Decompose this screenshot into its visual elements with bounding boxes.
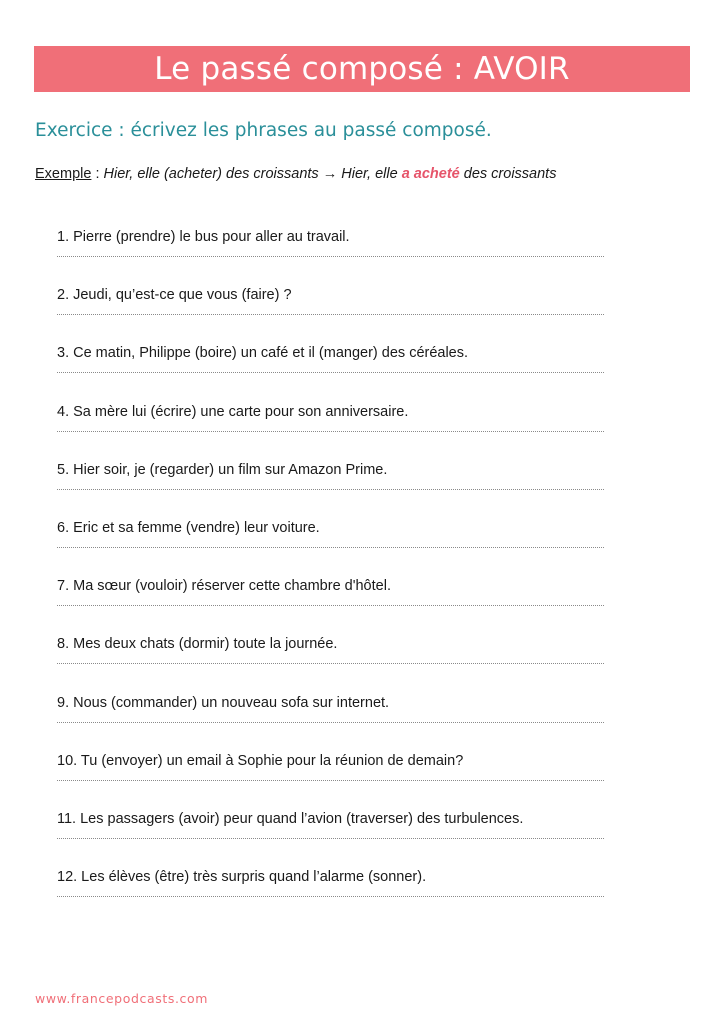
footer-url[interactable]: www.francepodcasts.com — [35, 991, 209, 1006]
answer-line[interactable] — [57, 372, 604, 373]
answer-line[interactable] — [57, 547, 604, 548]
example-answer-end: des croissants — [459, 166, 557, 182]
exercise-sentence: 3. Ce matin, Philippe (boire) un café et il (manger) des céréales. — [57, 345, 469, 362]
exercise-sentence: 11. Les passagers (avoir) peur quand l’avion (traverser) des turbulences. — [57, 810, 524, 827]
title-banner — [34, 46, 690, 92]
exercise-sentence: 4. Sa mère lui (écrire) une carte pour son anniversaire. — [57, 403, 409, 420]
exercise-item — [57, 519, 607, 577]
exercise-item — [57, 694, 607, 752]
answer-line[interactable] — [57, 489, 604, 490]
exercise-instruction: Exercice : écrivez les phrases au passé composé. — [35, 120, 492, 141]
exercise-sentence: 7. Ma sœur (vouloir) réserver cette chambre d'hôtel. — [57, 578, 391, 595]
exercise-item — [57, 228, 607, 286]
answer-line[interactable] — [57, 314, 604, 315]
answer-line[interactable] — [57, 896, 604, 897]
example-answer-verb: a acheté — [401, 166, 460, 182]
arrow-icon: → — [318, 166, 342, 182]
example-separator: : — [91, 166, 104, 182]
answer-line[interactable] — [57, 663, 604, 664]
exercise-item — [57, 461, 607, 519]
answer-line[interactable] — [57, 838, 604, 839]
answer-line[interactable] — [57, 431, 604, 432]
exercise-sentence: 2. Jeudi, qu’est-ce que vous (faire) ? — [57, 287, 292, 304]
exercise-sentence: 9. Nous (commander) un nouveau sofa sur internet. — [57, 694, 390, 711]
example-prompt: Hier, elle (acheter) des croissants — [103, 166, 319, 182]
exercise-item — [57, 286, 607, 344]
exercise-sentence: 12. Les élèves (être) très surpris quand l’alarme (sonner). — [57, 869, 427, 886]
exercise-item — [57, 868, 607, 926]
exercise-item — [57, 810, 607, 868]
exercise-sentence: 6. Eric et sa femme (vendre) leur voiture. — [57, 519, 320, 536]
exercise-item — [57, 403, 607, 461]
answer-line[interactable] — [57, 256, 604, 257]
answer-line[interactable] — [57, 605, 604, 606]
exercise-sentence: 8. Mes deux chats (dormir) toute la journée. — [57, 636, 338, 653]
exercise-list — [57, 228, 607, 926]
answer-line[interactable] — [57, 780, 604, 781]
exercise-item — [57, 344, 607, 402]
exercise-item — [57, 635, 607, 693]
page-title: Le passé composé : AVOIR — [154, 51, 570, 87]
example-line — [35, 166, 556, 182]
exercise-item — [57, 577, 607, 635]
example-label: Exemple — [35, 166, 92, 182]
exercise-sentence: 1. Pierre (prendre) le bus pour aller au travail. — [57, 229, 350, 245]
example-answer-start: Hier, elle — [341, 166, 402, 182]
exercise-item — [57, 752, 607, 810]
exercise-sentence: 5. Hier soir, je (regarder) un film sur Amazon Prime. — [57, 461, 388, 478]
answer-line[interactable] — [57, 722, 604, 723]
exercise-sentence: 10. Tu (envoyer) un email à Sophie pour la réunion de demain? — [57, 752, 464, 769]
